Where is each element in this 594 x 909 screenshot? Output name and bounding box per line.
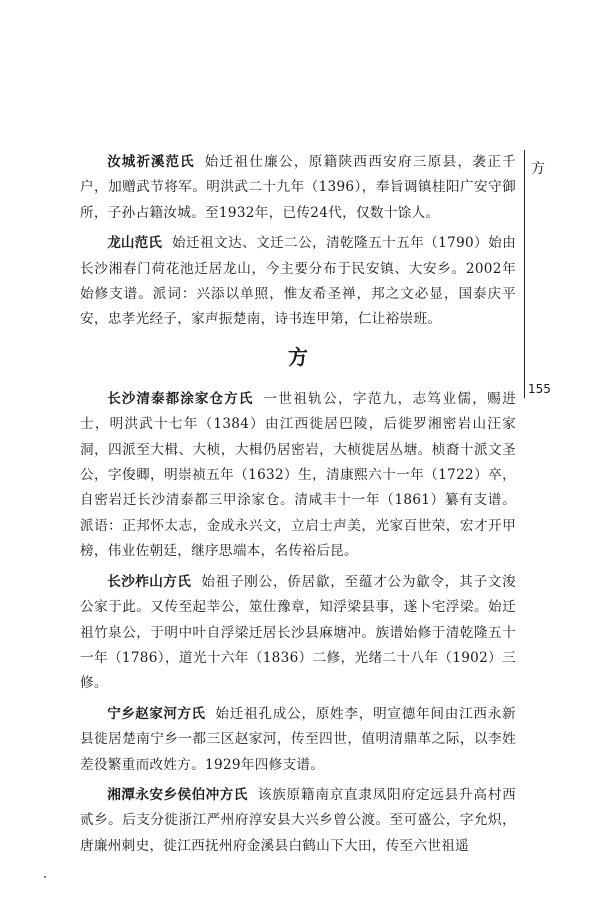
entry-paragraph	[80, 387, 516, 565]
entry-body: 一世祖轨公，字范九，志笃业儒，赐进士，明洪武十七年（1384）由江西徙居巴陵，后徙罗湘密岩山汪家洞，四派至大楫、大桢，大楫仍居密岩，大桢徙居丛塘。桢裔十派文圣公，字俊卿，明崇祯五年（1632）生，清康熙六十一年（1722）卒，自密岩迁长沙清泰都三甲涂家仓。清咸丰十一年（1861）纂有支谱。派语：正邦怀太志，金成永兴文，立启士声美，光家百世荣，宏才开甲榜，伟业佐朝廷，继序思端本，名传裕后昆。	[80, 390, 516, 560]
entry-title: 汝城祈溪范氏	[107, 154, 195, 170]
entry-paragraph	[80, 783, 516, 859]
side-label: 方	[531, 161, 545, 177]
entry-title: 湘潭永安乡侯伯冲方氏	[107, 786, 248, 803]
entry-body: 始祖子刚公，侨居歙，至蕴才公为歙令，其子文浚公家于此。又传至起莘公，筮仕豫章，知浮梁县事，遂卜宅浮梁。始迁祖竹泉公，于明中叶自浮梁迁居长沙县麻塘冲。族谱始修于清乾隆五十一年（1786），道光十六年（1836）二修，光绪二十八年（1902）三修。	[80, 573, 516, 692]
entry-paragraph	[80, 570, 516, 697]
entry-body: 始迁祖文达、文迁二公，清乾隆五十五年（1790）始由长沙湘春门荷花池迁居龙山，今主要分布于民安镇、大安乡。2002年始修支谱。派词：兴添以单照，惟友希圣禅，邦之文必显，国泰庆平安，忠孝光经子，家声振楚南，诗书连甲第，仁让裕崇班。	[80, 235, 516, 328]
entry-paragraph	[80, 231, 516, 333]
margin-rule	[524, 150, 525, 398]
entry-title: 宁乡赵家河方氏	[107, 705, 206, 722]
entry-title: 龙山范氏	[107, 235, 163, 252]
text-column	[80, 150, 516, 864]
entry-title: 长沙清泰都涂家仓方氏	[107, 390, 254, 407]
entry-paragraph	[80, 702, 516, 778]
entry-paragraph	[80, 150, 516, 226]
section-heading: 方	[288, 344, 308, 369]
speck-mark	[44, 876, 46, 878]
entry-body: 始迁祖仕廉公，原籍陕西西安府三原县，袭正千户，加赠武节将军。明洪武二十九年（1396），奉旨调镇桂阳广安守御所，子孙占籍汝城。至1932年，已传24代，仅数十馀人。	[80, 154, 516, 221]
entry-body: 始迁祖孔成公，原姓李，明宣德年间由江西永新县徙居楚南宁乡一都三区赵家河，传至四世，值明清鼎革之际，以李姓差役繁重而改姓方。1929年四修支谱。	[80, 705, 516, 773]
entry-body: 该族原籍南京直隶凤阳府定远县升高村西贰乡。后支分徙浙江严州府淳安县大兴乡曾公渡。至可盛公，字允炽，唐廉州刺史，徙江西抚州府金溪县白鹤山下大田，传至六世祖遥	[80, 786, 516, 854]
page-number: 155	[528, 382, 551, 396]
entry-title: 长沙柞山方氏	[107, 573, 192, 590]
